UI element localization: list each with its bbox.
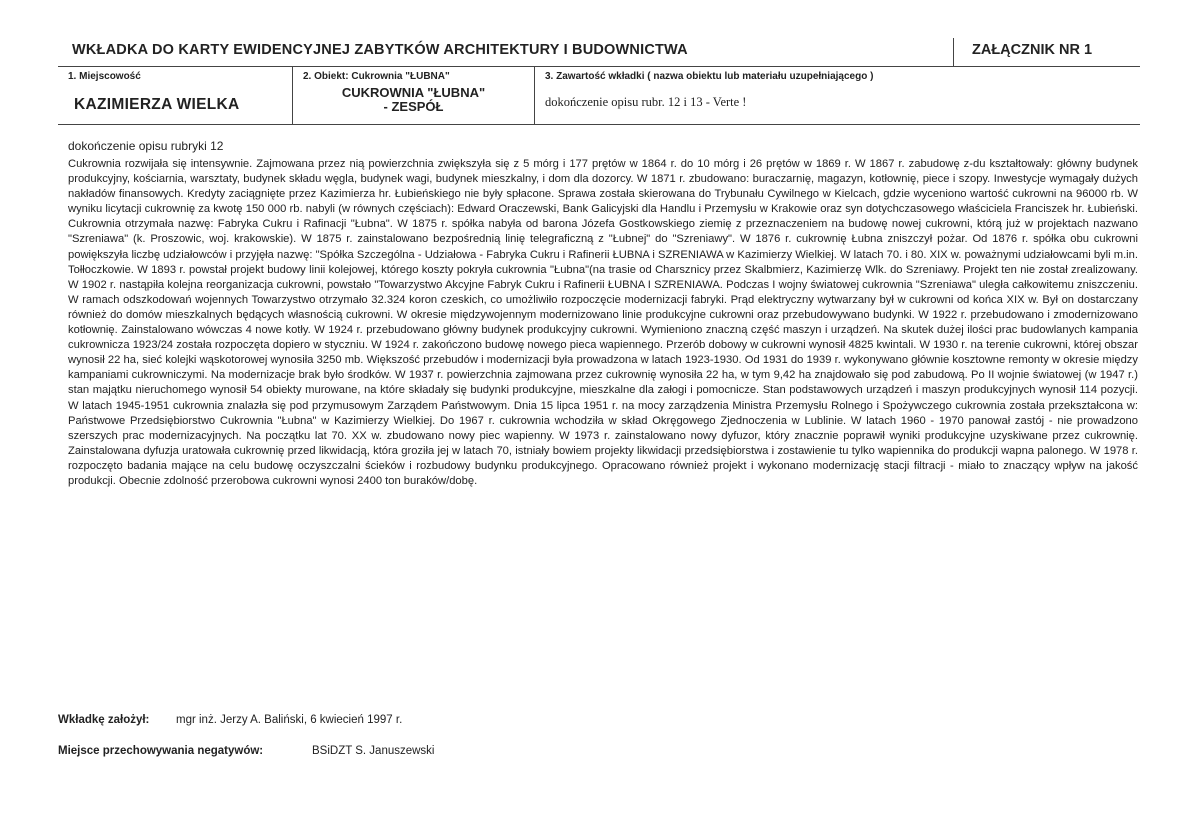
object-value-line1: CUKROWNIA "ŁUBNA" [341, 85, 486, 100]
object-label: 2. Obiekt: Cukrownia "ŁUBNA" [303, 71, 450, 82]
object-cell [293, 67, 534, 124]
location-cell [58, 67, 292, 124]
content-cell [535, 67, 1140, 124]
location-value: KAZIMIERZA WIELKA [74, 96, 240, 113]
content-label: 3. Zawartość wkładki ( nazwa obiektu lub materiału uzupełniającego ) [545, 71, 874, 82]
description-body: Cukrownia rozwijała się intensywnie. Zajmowana przez nią powierzchnia zwiększyła się z 5 mórg i 177 prętów w 1864 r. do 10 mórg i 26 prętów w 1869 r. W 1867 r. zabudowę z-du kształtowały: główny budynek produkcyjny, kościarnia, warsztaty, budynek składu węgla, budynek wagi, budynek mieszkalny, i dom dla dozorcy. W 1871 r. zbudowano: buraczarnię, magazyn, kotłownię, piece i szopy. Inwestycje wymagały dużych nakładów finansowych. Kredyty zaciągnięte przez Kazimierza hr. Łubieńskiego nie były spłacone. Sprawa została skierowana do Trybunału Cywilnego w Kielcach, gdzie wyceniono wartość cukrowni na 96000 rb. W wyniku licytacji cukrownię za kwotę 150 000 rb. nabyli (w równych częściach): Edward Oraczewski, Bank Galicyjski dla Handlu i Przemysłu w Krakowie oraz syn dotychczasowego właściciela Franciszek hr. Łubieński. Cukrownia otrzymała nazwę: Fabryka Cukru i Rafinacji "Łubna". W 1875 r. spółka nabyła od barona Józefa Gostkowskiego ziemię z przeznaczeniem na budowę nowej cukrowni, którą już w projektach nazwano "Szreniawa" (k. Proszowic, woj. krakowskie). W 1875 r. zainstalowano bezpośrednią linię telegraficzną z "Łubnej" do "Szreniawy". W 1876 r. cukrownię Łubna zniszczył pożar. Od 1876 r. spółka obu cukrowni powiększyła liczbę udziałowców i przyjęła nazwę: "Spółka Szczególna - Udziałowa - Fabryka Cukru i Rafinerii ŁUBNA i SZRENIAWA w Kazimierzy Wielkiej. W latach 70. i 80. XIX w. poważnymi udziałowcami byli m.in. Tołłoczkowie. W 1893 r. powstał projekt budowy linii kolejowej, którego koszty pokryła cukrownia "Łubna"(na trasie od Charsznicy przez Skalbmierz, Kazimierzę Wlk. do Szreniawy. Projekt ten nie został zrealizowany. W 1902 r. nastąpiła kolejna reorganizacja cukrowni, powstało "Towarzystwo Akcyjne Fabryk Cukru i Rafinerii ŁUBNA I SZRENIAWA. Podczas I wojny światowej cukrownia "Szreniawa" uległa całkowitemu zniszczeniu. W ramach odszkodowań wojennych Towarzystwo otrzymało 32.324 koron czeskich, co umożliwiło rozpoczęcie modernizacji fabryki. Prąd elektryczny wytwarzany był w cukrowni od końca XIX w. Był on dostarczany również do domów mieszkalnych będących własnością cukrowni. W okresie międzywojennym modernizowano linie produkcyjne cukrowni oraz przebudowywano budynki. W 1922 r. przebudowano i zmodernizowano kotłownię. Zainstalowano wówczas 4 nowe kotły. W 1924 r. przebudowano główny budynek produkcyjny cukrowni. Wymieniono znaczną część maszyn i urządzeń. Na skutek dużej ilości prac budowlanych kampania cukrownicza 1923/24 została rozpoczęta dopiero w styczniu. W 1924 r. zakończono budowę nowego pieca wapiennego. Przerób dobowy w cukrowni wynosił 4825 kwintali. W 1930 r. na terenie cukrowni, której obszar wynosił 22 ha, sieć kolejki wąskotorowej wynosiła 3250 mb. Większość przebudów i modernizacji była prowadzona w latach 1923-1930. Od 1931 do 1939 r. wykonywano głównie kosztowne remonty w okresie między kampaniami cukrowniczymi. Na modernizacje brak było środków. W 1937 r. powierzchnia zajmowana przez cukrownię wynosiła 22 ha, w tym 9,42 ha znajdowało się pod zabudową. Po II wojnie światowej (w 1947 r.) stan majątku nieruchomego wynosił 54 obiekty murowane, na które składały się budynki produkcyjne, mieszkalne dla załogi i pomocnicze. Stan podstawowych urządzeń i maszyn produkcyjnych wynosił 114 pozycji. W latach 1945-1951 cukrownia znalazła się pod przymusowym Zarządem Państwowym. Dnia 15 lipca 1951 r. na mocy zarządzenia Ministra Przemysłu Rolnego i Spożywczego cukrownia została przekształcona w: Państwowe Przedsiębiorstwo Cukrownia "Łubna" w Kazimierzy Wielkiej. Do 1967 r. cukrownia wchodziła w skład Okręgowego Zjednoczenia w Lublinie. W latach 1960 - 1970 panował zastój - nie prowadzono szerszych prac modernizacyjnych. Na początku lat 70. XX w. zbudowano nowy piec wapienny. W 1973 r. zainstalowano nowy dyfuzor, który znacznie poprawił wyniki produkcyjne uzyskiwane przez cukrownię. Zainstalowana dyfuzja uratowała cukrownię przed likwidacją, która groziła jej w latach 70, istniały bowiem projekty likwidacji przedsiębiorstwa i zostawienie tu tylko wapiennika do produkcji wapna palonego. W 1978 r. rozpoczęto badania mające na celu budowę oczyszczalni ścieków i rozbudowy budynku produkcyjnego. Opracowano również projekt i wykonano modernizację stacji filtracji - miało to znaczący wpływ na jakość produkcji. Obecnie zdolność przerobowa cukrowni wynosi 2400 ton buraków/dobę. [68, 158, 1138, 487]
attachment-number: ZAŁĄCZNIK NR 1 [972, 42, 1093, 58]
content-value: dokończenie opisu rubr. 12 i 13 - Verte ! [545, 95, 747, 109]
author-value: mgr inż. Jerzy A. Baliński, 6 kwiecień 1997 r. [176, 714, 403, 726]
object-value-line2: - ZESPÓŁ [383, 99, 444, 114]
storage-label: Miejsce przechowywania negatywów: [58, 745, 264, 757]
author-label: Wkładkę założył: [58, 714, 150, 726]
card-title: WKŁADKA DO KARTY EWIDENCYJNEJ ZABYTKÓW ARCHITEKTURY I BUDOWNICTWA [72, 42, 688, 58]
section-title: dokończenie opisu rubryki 12 [68, 139, 224, 153]
fields-row [58, 67, 1140, 125]
storage-value: BSiDZT S. Januszewski [312, 745, 435, 757]
header-divider [953, 38, 954, 66]
location-label: 1. Miejscowość [68, 71, 141, 82]
